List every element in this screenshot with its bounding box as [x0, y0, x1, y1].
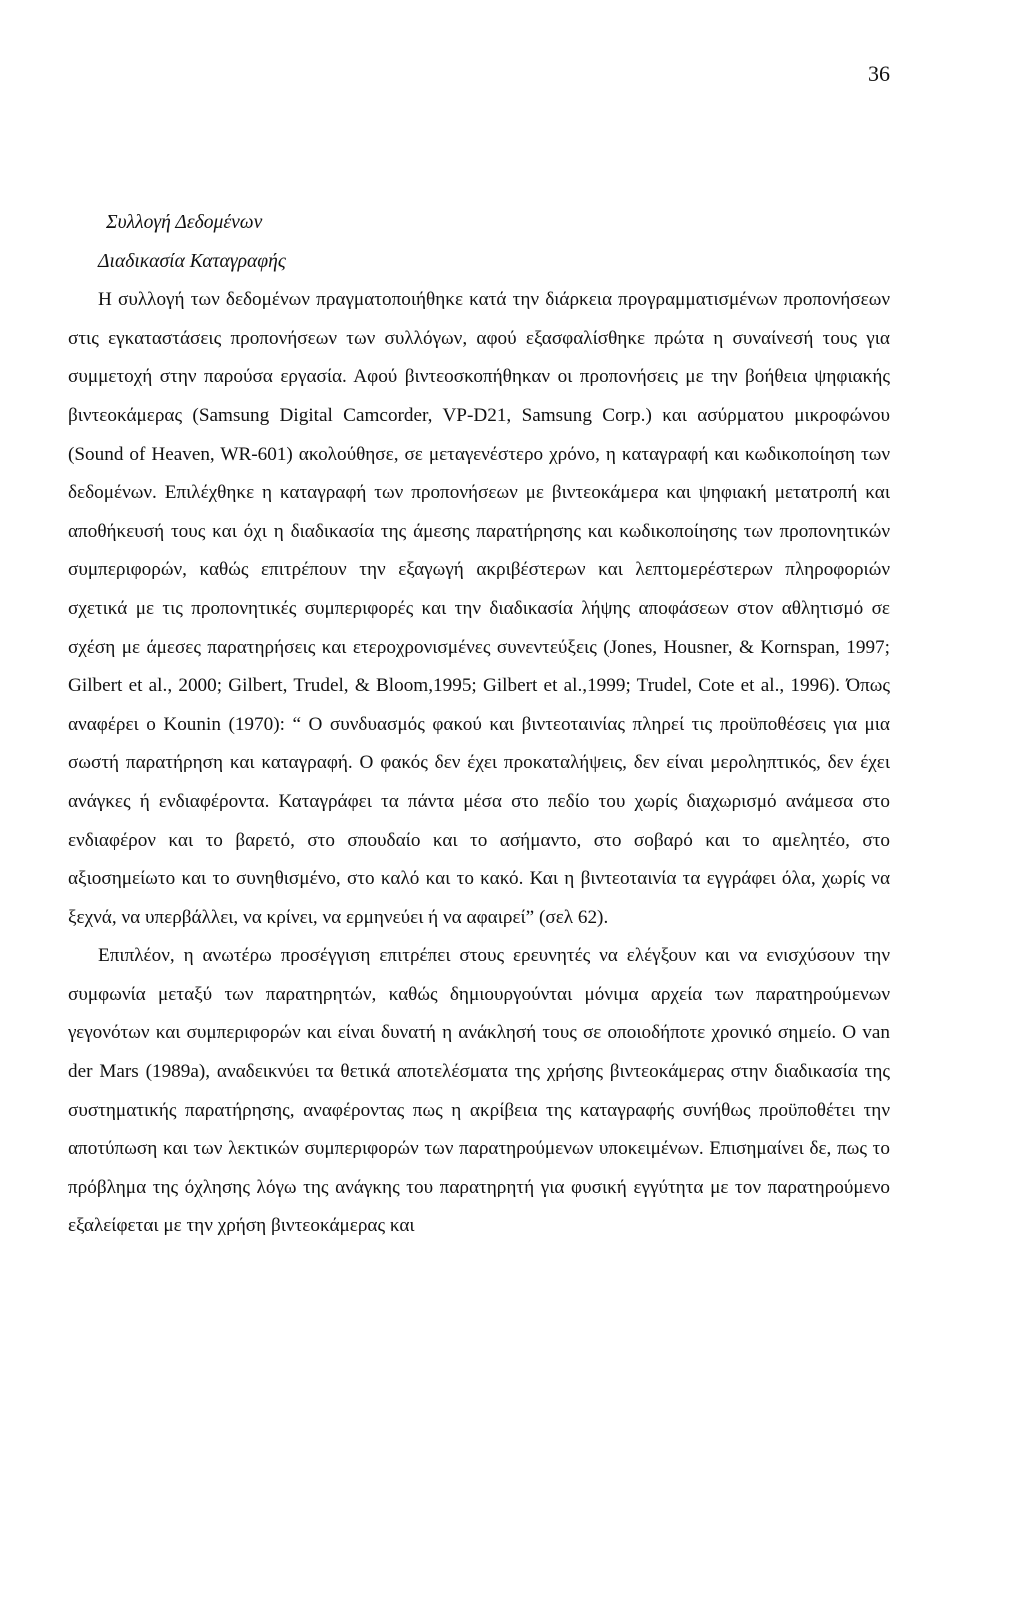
paragraph-1: Η συλλογή των δεδομένων πραγματοποιήθηκε κατά την διάρκεια προγραμματισμένων προπονήσεων στις εγκαταστάσεις προπονήσεων των συλλόγων, αφού εξασφαλίσθηκε πρώτα η συναίνεσή τους για συμμετοχή στην παρούσα εργασία. Αφού βιντεοσκοπήθηκαν οι προπονήσεις με την βοήθεια ψηφιακής βιντεοκάμερας (Samsung Digital Camcorder, VP-D21, Samsung Corp.) και ασύρματου μικροφώνου (Sound of Heaven, WR-601) ακολούθησε, σε μεταγενέστερο χρόνο, η καταγραφή και κωδικοποίηση των δεδομένων. Επιλέχθηκε η καταγραφή των προπονήσεων με βιντεοκάμερα και ψηφιακή μετατροπή και αποθήκευσή τους και όχι η διαδικασία της άμεσης παρατήρησης και κωδικοποίησης των προπονητικών συμπεριφορών, καθώς επιτρέπουν την εξαγωγή ακριβέστερων και λεπτομερέστερων πληροφοριών σχετικά με τις προπονητικές συμπεριφορές και την διαδικασία λήψης αποφάσεων στον αθλητισμό σε σχέση με άμεσες παρατηρήσεις και ετεροχρονισμένες συνεντεύξεις (Jones, Housner, & Kornspan, 1997; Gilbert et al., 2000; Gilbert, Trudel, & Bloom,1995; Gilbert et al.,1999; Trudel, Cote et al., 1996). Όπως αναφέρει ο Kounin (1970): “ Ο συνδυασμός φακού και βιντεοταινίας πληρεί τις προϋποθέσεις για μια σωστή παρατήρηση και καταγραφή. Ο φακός δεν έχει προκαταλήψεις, δεν είναι μεροληπτικός, δεν έχει ανάγκες ή ενδιαφέροντα. Καταγράφει τα πάντα μέσα στο πεδίο του χωρίς διαχωρισμό ανάμεσα στο ενδιαφέρον και το βαρετό, στο σπουδαίο και το ασήμαντο, στο σοβαρό και το αμελητέο, στο αξιοσημείωτο και το συνηθισμένο, στο καλό και το κακό. Και η βιντεοταινία τα εγγράφει όλα, χωρίς να ξεχνά, να υπερβάλλει, να κρίνει, να ερμηνεύει ή να αφαιρεί” (σελ 62). [68, 289, 890, 928]
page-number: 36 [868, 61, 890, 86]
document-body [68, 204, 890, 1246]
subsection-heading: Διαδικασία Καταγραφής [98, 250, 286, 272]
paragraph-2: Επιπλέον, η ανωτέρω προσέγγιση επιτρέπει στους ερευνητές να ελέγξουν και να ενισχύσουν την συμφωνία μεταξύ των παρατηρητών, καθώς δημιουργούνται μόνιμα αρχεία των παρατηρούμενων γεγονότων και συμπεριφορών και είναι δυνατή η ανάκλησή τους σε οποιοδήποτε χρονικό σημείο. Ο van der Mars (1989a), αναδεικνύει τα θετικά αποτελέσματα της χρήσης βιντεοκάμερας στην διαδικασία της συστηματικής παρατήρησης, αναφέροντας πως η ακρίβεια της καταγραφής συνήθως προϋποθέτει την αποτύπωση και των λεκτικών συμπεριφορών των παρατηρούμενων υποκειμένων. Επισημαίνει δε, πως το πρόβλημα της όχλησης λόγω της ανάγκης του παρατηρητή για φυσική εγγύτητα με τον παρατηρούμενο εξαλείφεται με την χρήση βιντεοκάμερας και [68, 945, 890, 1237]
section-heading: Συλλογή Δεδομένων [106, 212, 263, 233]
